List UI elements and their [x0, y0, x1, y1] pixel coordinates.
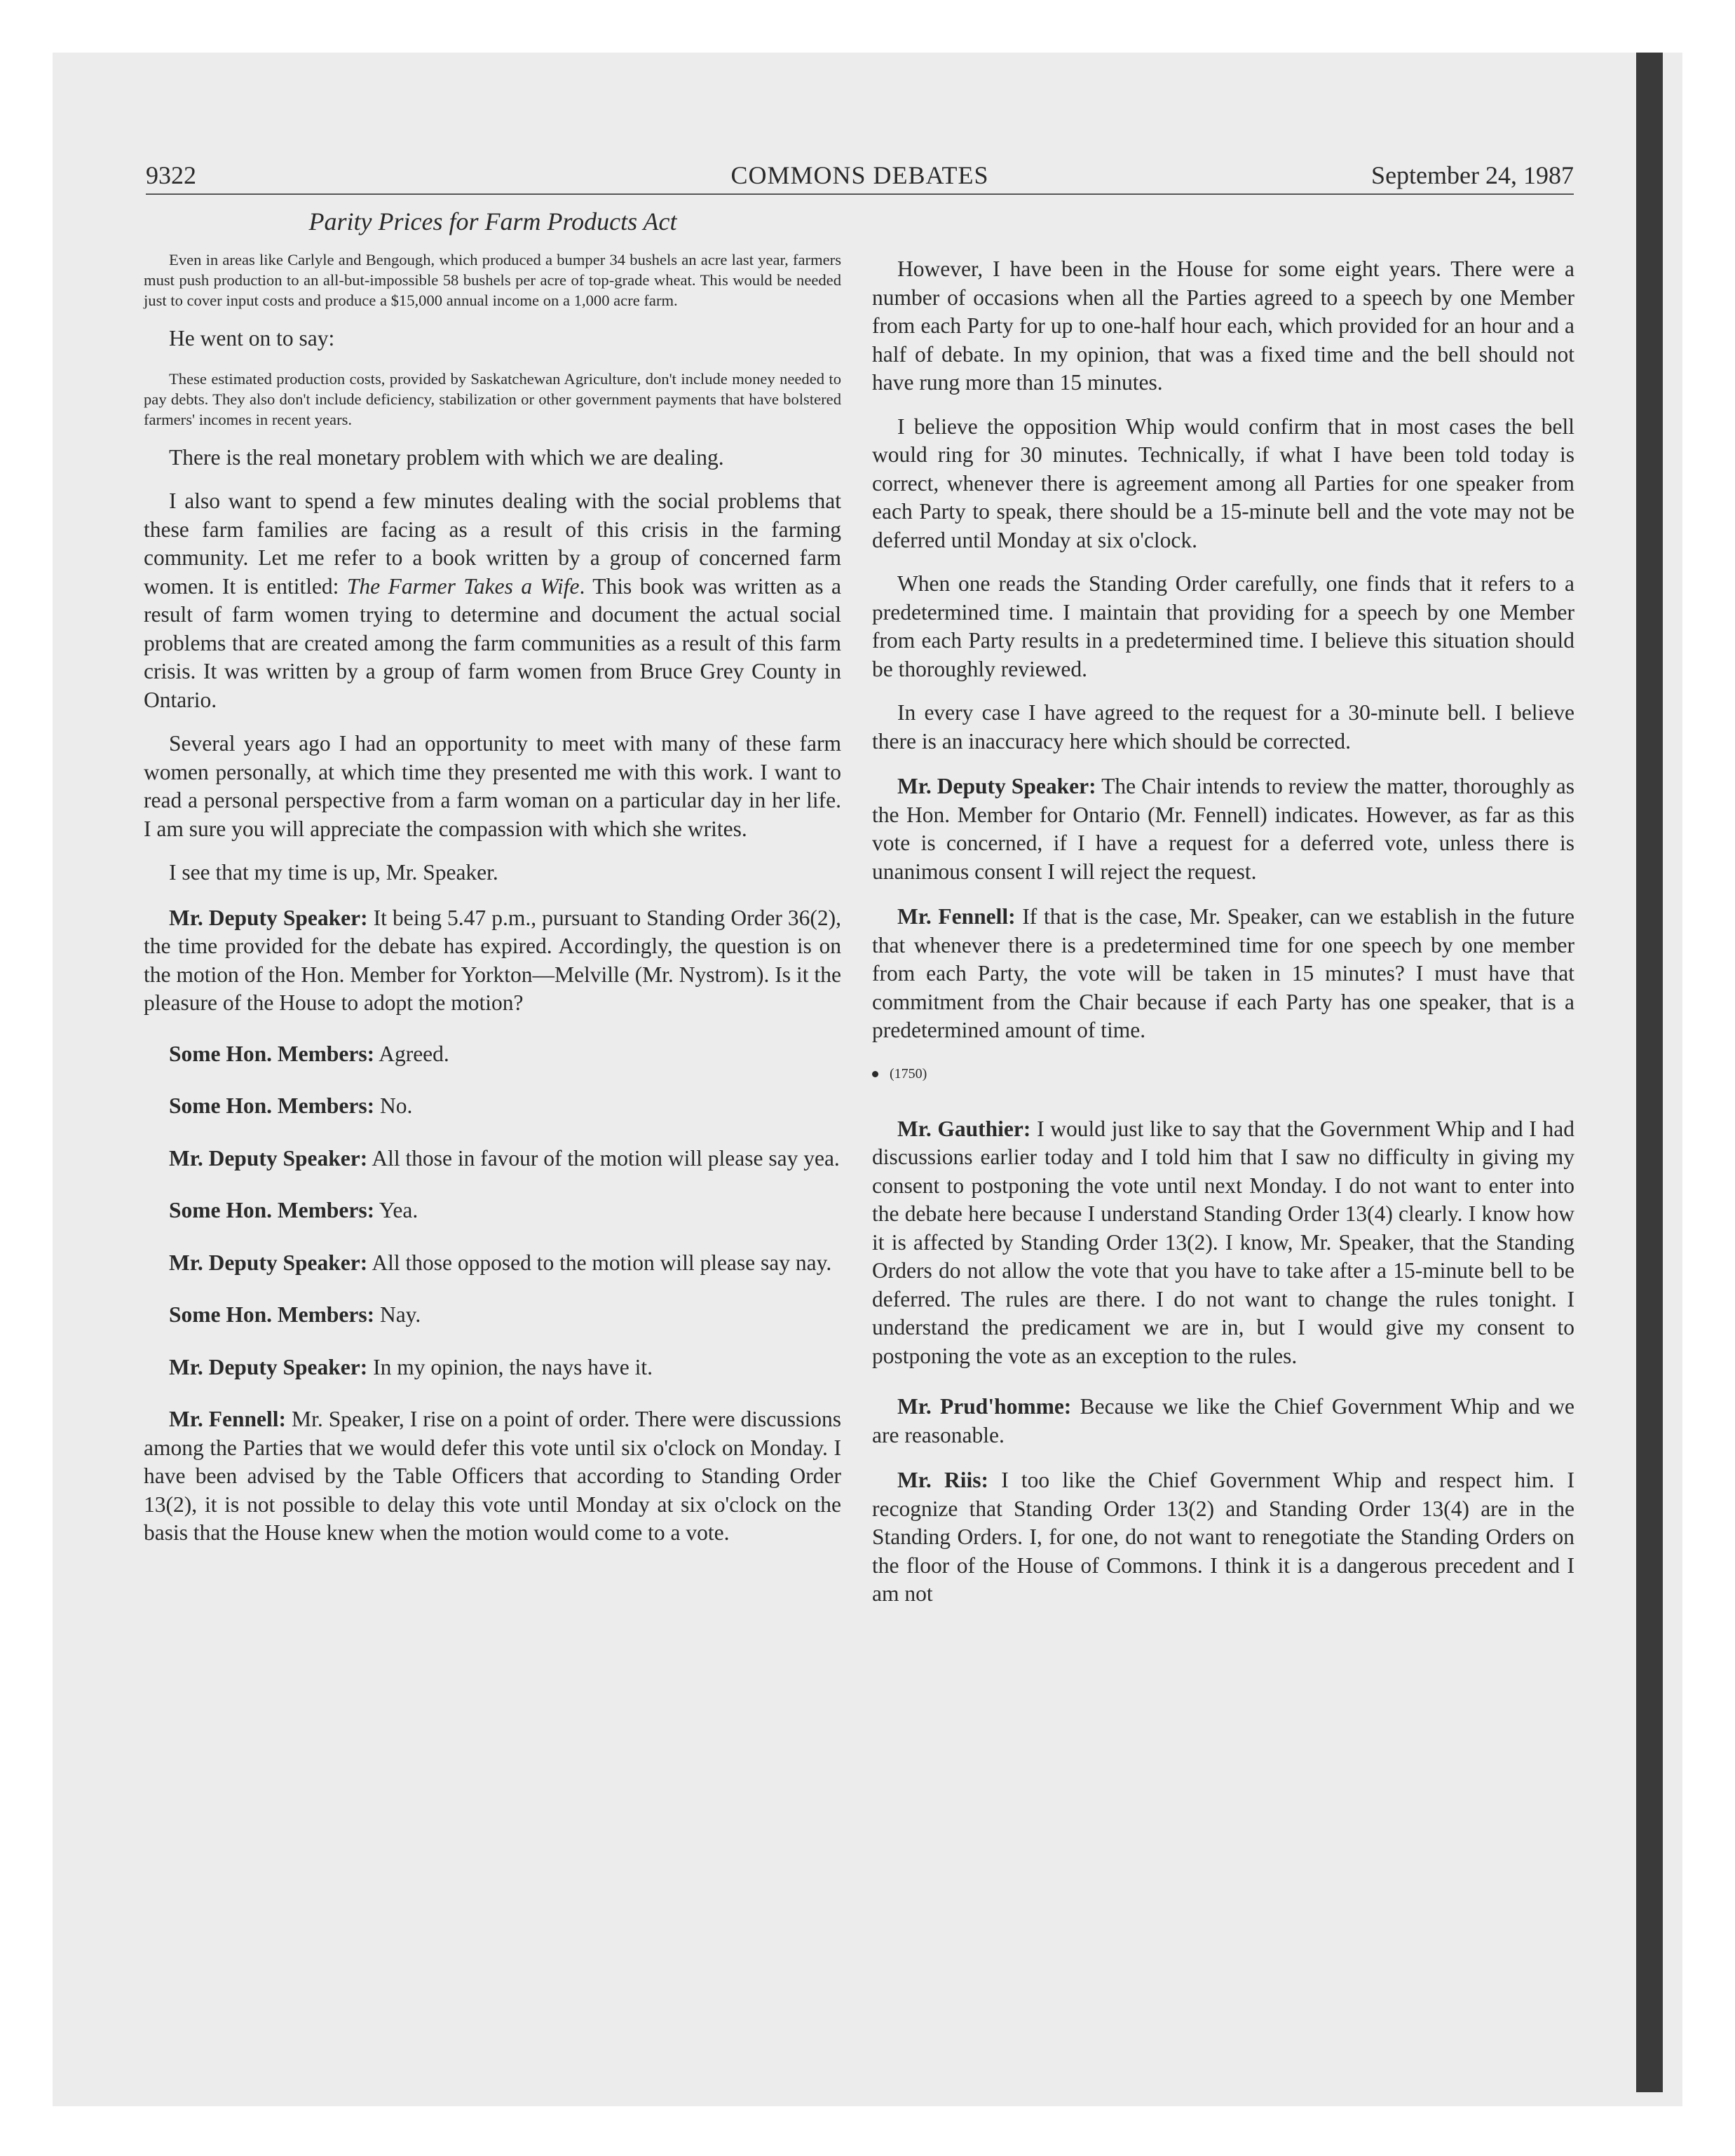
speech	[144, 1249, 841, 1278]
speech-text: I too like the Chief Government Whip and respect him. I recognize that Standing Order 13(2) and Standing Order 13(4) are in the Standing Orders. I, for one, do not want to renegotiate the Standing Orders on the floor of the House of Commons. I think it is a dangerous precedent and I am not	[872, 1468, 1574, 1606]
paragraph: Several years ago I had an opportunity to meet with many of these farm women personally, at which time they presented me with this work. I want to read a personal perspective from a farm woman on a particular day in her life. I am sure you will appreciate the compassion with which she writes.	[144, 731, 841, 841]
speaker-name: Some Hon. Members:	[169, 1093, 375, 1118]
speech-text: Because we like the Chief Government Whip and we are reasonable.	[872, 1394, 1574, 1447]
speaker-name: Mr. Fennell:	[897, 904, 1016, 929]
paragraph-text: I also want to spend a few minutes dealing with the social problems that these farm families are facing as a result of this crisis in the farming community. Let me refer to a book written by a group of concerned farm women. It is entitled:	[144, 489, 841, 599]
time-marker-text: (1750)	[890, 1065, 927, 1082]
quote-block: Even in areas like Carlyle and Bengough, which produced a bumper 34 bushels an acre last year, farmers must push production to an all-but-impossible 58 bushels per acre of top-grade wheat. This would be needed just to cover input costs and produce a $15,000 annual income on a 1,000 acre farm.	[144, 251, 841, 309]
quote-block: These estimated production costs, provided by Saskatchewan Agriculture, don't include money needed to pay debts. They also don't include deficiency, stabilization or other government payments that have bolstered farmers' incomes in recent years.	[144, 369, 841, 428]
paragraph: There is the real monetary problem with which we are dealing.	[169, 444, 724, 470]
speech-text: All those in favour of the motion will please say yea.	[367, 1145, 840, 1171]
speaker-name: Mr. Deputy Speaker:	[169, 1250, 368, 1275]
speaker-name: Some Hon. Members:	[169, 1041, 375, 1066]
speaker-name: Mr. Fennell:	[169, 1407, 286, 1431]
left-column	[144, 250, 841, 1548]
time-marker	[872, 1063, 1574, 1084]
book-title: The Farmer Takes a Wife	[346, 573, 580, 599]
running-title: Parity Prices for Farm Products Act	[308, 207, 677, 236]
publication-title: COMMONS DEBATES	[730, 161, 989, 189]
speech-text: It being 5.47 p.m., pursuant to Standing Order 36(2), the time provided for the debate has expired. Accordingly, the question is on the motion of the Hon. Member for Yorkton—Melville (Mr. Nystrom). Is it the pleasure of the House to adopt the motion?	[144, 905, 841, 1015]
speaker-name: Mr. Deputy Speaker:	[169, 1145, 368, 1171]
speaker-name: Mr. Deputy Speaker:	[169, 905, 368, 930]
speaker-name: Mr. Riis:	[897, 1468, 988, 1492]
paragraph: However, I have been in the House for some eight years. There were a number of occasions when all the Parties agreed to a speech by one Member from each Party for up to one-half hour each, which provided for an hour and a half of debate. In my opinion, that was a fixed time and the bell should not have rung more than 15 minutes.	[872, 257, 1574, 395]
paragraph: I believe the opposition Whip would confirm that in most cases the bell would ring for 30 minutes. Technically, if what I have been told today is correct, whenever there is agreement among all Parties for one speaker from each Party to speak, there should be a 15-minute bell and the vote may not be deferred until Monday at six o'clock.	[872, 414, 1574, 552]
page-number: 9322	[146, 161, 196, 189]
paragraph-text: . This book was written as a result of farm women trying to determine and document the actual social problems that are created among the farm communities as a result of this farm crisis. It was written by a group of farm women from Bruce Grey County in Ontario.	[144, 573, 841, 712]
speech	[872, 1115, 1574, 1371]
speech	[872, 772, 1574, 886]
speaker-name: Mr. Deputy Speaker:	[897, 774, 1096, 798]
speech	[144, 1145, 841, 1173]
speaker-name: Mr. Gauthier:	[897, 1116, 1031, 1141]
speech-text: In my opinion, the nays have it.	[367, 1354, 653, 1379]
speech	[144, 1301, 841, 1330]
paragraph: I see that my time is up, Mr. Speaker.	[169, 860, 498, 885]
speech-text: Yea.	[374, 1198, 419, 1222]
speech-text: Nay.	[374, 1302, 421, 1327]
speech	[144, 1092, 841, 1121]
paragraph	[144, 487, 841, 714]
speech-text: All those opposed to the motion will please say nay.	[367, 1250, 832, 1275]
speech	[144, 1405, 841, 1548]
speaker-name: Mr. Deputy Speaker:	[169, 1354, 368, 1379]
speaker-name: Some Hon. Members:	[169, 1302, 375, 1327]
speech	[872, 1466, 1574, 1609]
paragraph: He went on to say:	[169, 326, 335, 350]
speech	[144, 1040, 841, 1069]
speech	[872, 1393, 1574, 1449]
right-column	[872, 250, 1574, 1609]
speech	[872, 903, 1574, 1045]
paragraph: In every case I have agreed to the request for a 30-minute bell. I believe there is an inaccuracy here which should be corrected.	[872, 700, 1574, 753]
speaker-name: Some Hon. Members:	[169, 1198, 375, 1222]
paragraph: When one reads the Standing Order carefully, one finds that it refers to a predetermined time. I maintain that providing for a speech by one Member from each Party results in a predetermined time. I believe this situation should be thoroughly reviewed.	[872, 571, 1574, 681]
page-header	[146, 160, 1574, 195]
bullet-icon	[872, 1071, 878, 1077]
speech	[144, 1353, 841, 1382]
scan-edge-strip	[1636, 53, 1663, 2092]
speaker-name: Mr. Prud'homme:	[897, 1394, 1072, 1419]
speech	[144, 904, 841, 1018]
speech-text: The Chair intends to review the matter, thoroughly as the Hon. Member for Ontario (Mr. Fennell) indicates. However, as far as this vote is concerned, if I have a request for a deferred vote, unless there is unanimous consent I will reject the request.	[872, 774, 1574, 884]
speech-text: If that is the case, Mr. Speaker, can we establish in the future that whenever there is a predetermined time for one speech by one member from each Party, the vote will be taken in 15 minutes? I must have that commitment from the Chair because if each Party has one speaker, that is a predetermined amount of time.	[872, 904, 1574, 1042]
speech-text: Agreed.	[374, 1041, 449, 1066]
speech	[144, 1196, 841, 1225]
speech-text: Mr. Speaker, I rise on a point of order. There were discussions among the Parties that we would defer this vote until six o'clock on Monday. I have been advised by the Table Officers that according to Standing Order 13(2), it is not possible to delay this vote until Monday at six o'clock on the basis that the House knew when the motion would come to a vote.	[144, 1407, 842, 1545]
speech-text: I would just like to say that the Government Whip and I had discussions earlier today and I told him that I saw no difficulty in giving my consent to postponing the vote until next Monday. I do not want to enter into the debate here because I understand Standing Order 13(4) clearly. I know how it is affected by Standing Order 13(2). I know, Mr. Speaker, that the Standing Orders do not allow the vote that you have to take after a 15-minute bell to be deferred. The rules are there. I do not want to change the rules tonight. I understand the predicament we are in, but I would give my consent to postponing the vote as an exception to the rules.	[872, 1116, 1575, 1368]
publication-date: September 24, 1987	[1371, 161, 1574, 189]
speech-text: No.	[374, 1093, 413, 1118]
